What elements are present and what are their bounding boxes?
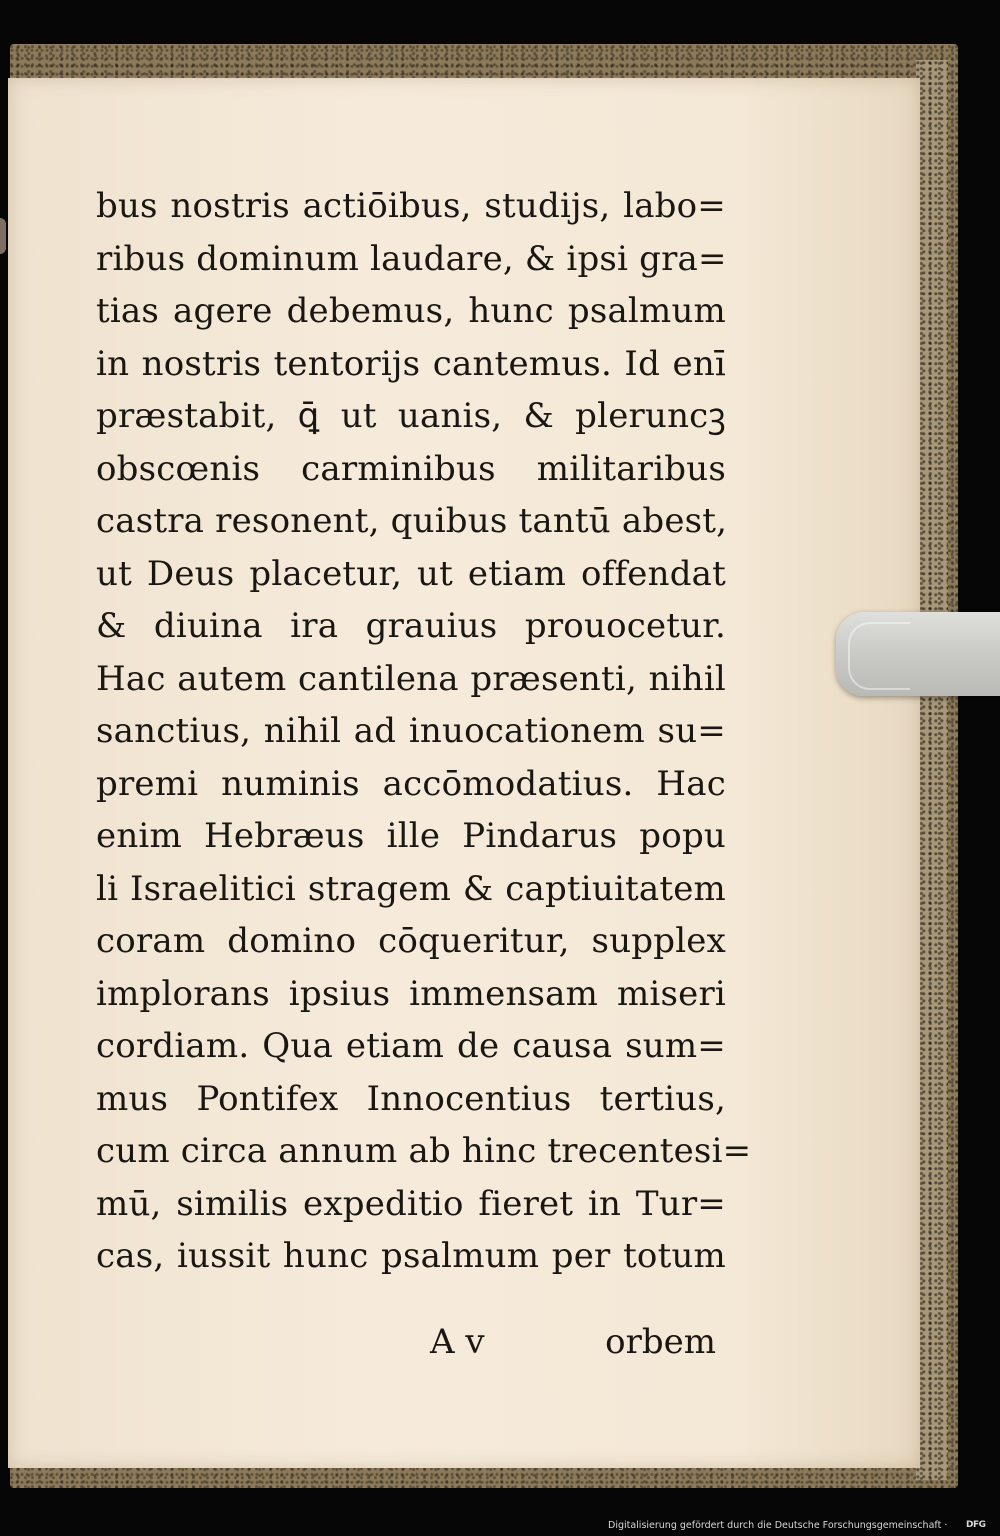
text-line: ribus dominum laudare, & ipsi gra= bbox=[96, 238, 727, 279]
text-line: castra resonent, quibus tantū abest, bbox=[96, 501, 728, 541]
text-line: enim Hebræus ille Pindarus popu bbox=[96, 816, 726, 856]
text-line: præstabit, ꝗ̄ ut uanis, & pleruncꝫ bbox=[96, 396, 726, 436]
text-line: & diuina ira grauius prouocetur. bbox=[96, 606, 726, 646]
text-line: obscœnis carminibus militaribus bbox=[96, 448, 726, 489]
text-line: ut Deus placetur, ut etiam offendat bbox=[96, 553, 726, 594]
text-line: premi numinis accōmodatius. Hac bbox=[96, 763, 726, 804]
page-footer-line bbox=[96, 1316, 716, 1368]
text-line: cordiam. Qua etiam de causa sum= bbox=[96, 1026, 726, 1066]
text-line: mus Pontifex Innocentius tertius, bbox=[96, 1078, 726, 1119]
text-line: Hac autem cantilena præsenti, nihil bbox=[96, 658, 726, 699]
text-line: mū, similis expeditio fieret in Tur= bbox=[96, 1183, 726, 1224]
text-line: cas, iussit hunc psalmum per totum bbox=[96, 1236, 726, 1276]
text-line: tias agere debemus, hunc psalmum bbox=[96, 291, 726, 331]
page-edge-mark bbox=[0, 218, 6, 254]
text-line: cum circa annum ab hinc trecentesi= bbox=[96, 1131, 752, 1171]
clasp-tab-rim bbox=[848, 622, 910, 690]
text-line: sanctius, nihil ad inuocationem su= bbox=[96, 711, 726, 751]
digitization-credit: Digitalisierung gefördert durch die Deutsche Forschungsgemeinschaft · bbox=[608, 1520, 948, 1531]
text-line: li Israelitici stragem & captiuitatem bbox=[96, 868, 726, 909]
dfg-logo: DFG bbox=[966, 1520, 986, 1530]
book-cover-edge bbox=[916, 60, 948, 1480]
text-line: coram domino cōqueritur, supplex bbox=[96, 921, 726, 961]
book-page bbox=[8, 78, 920, 1468]
text-line: in nostris tentorijs cantemus. Id enī bbox=[96, 343, 726, 384]
text-line: bus nostris actiōibus, studijs, labo= bbox=[96, 186, 726, 226]
page-text-block bbox=[96, 180, 752, 1283]
signature-mark: A v bbox=[430, 1322, 485, 1362]
text-line: implorans ipsius immensam miseri bbox=[96, 973, 726, 1014]
catchword: orbem bbox=[605, 1322, 716, 1362]
